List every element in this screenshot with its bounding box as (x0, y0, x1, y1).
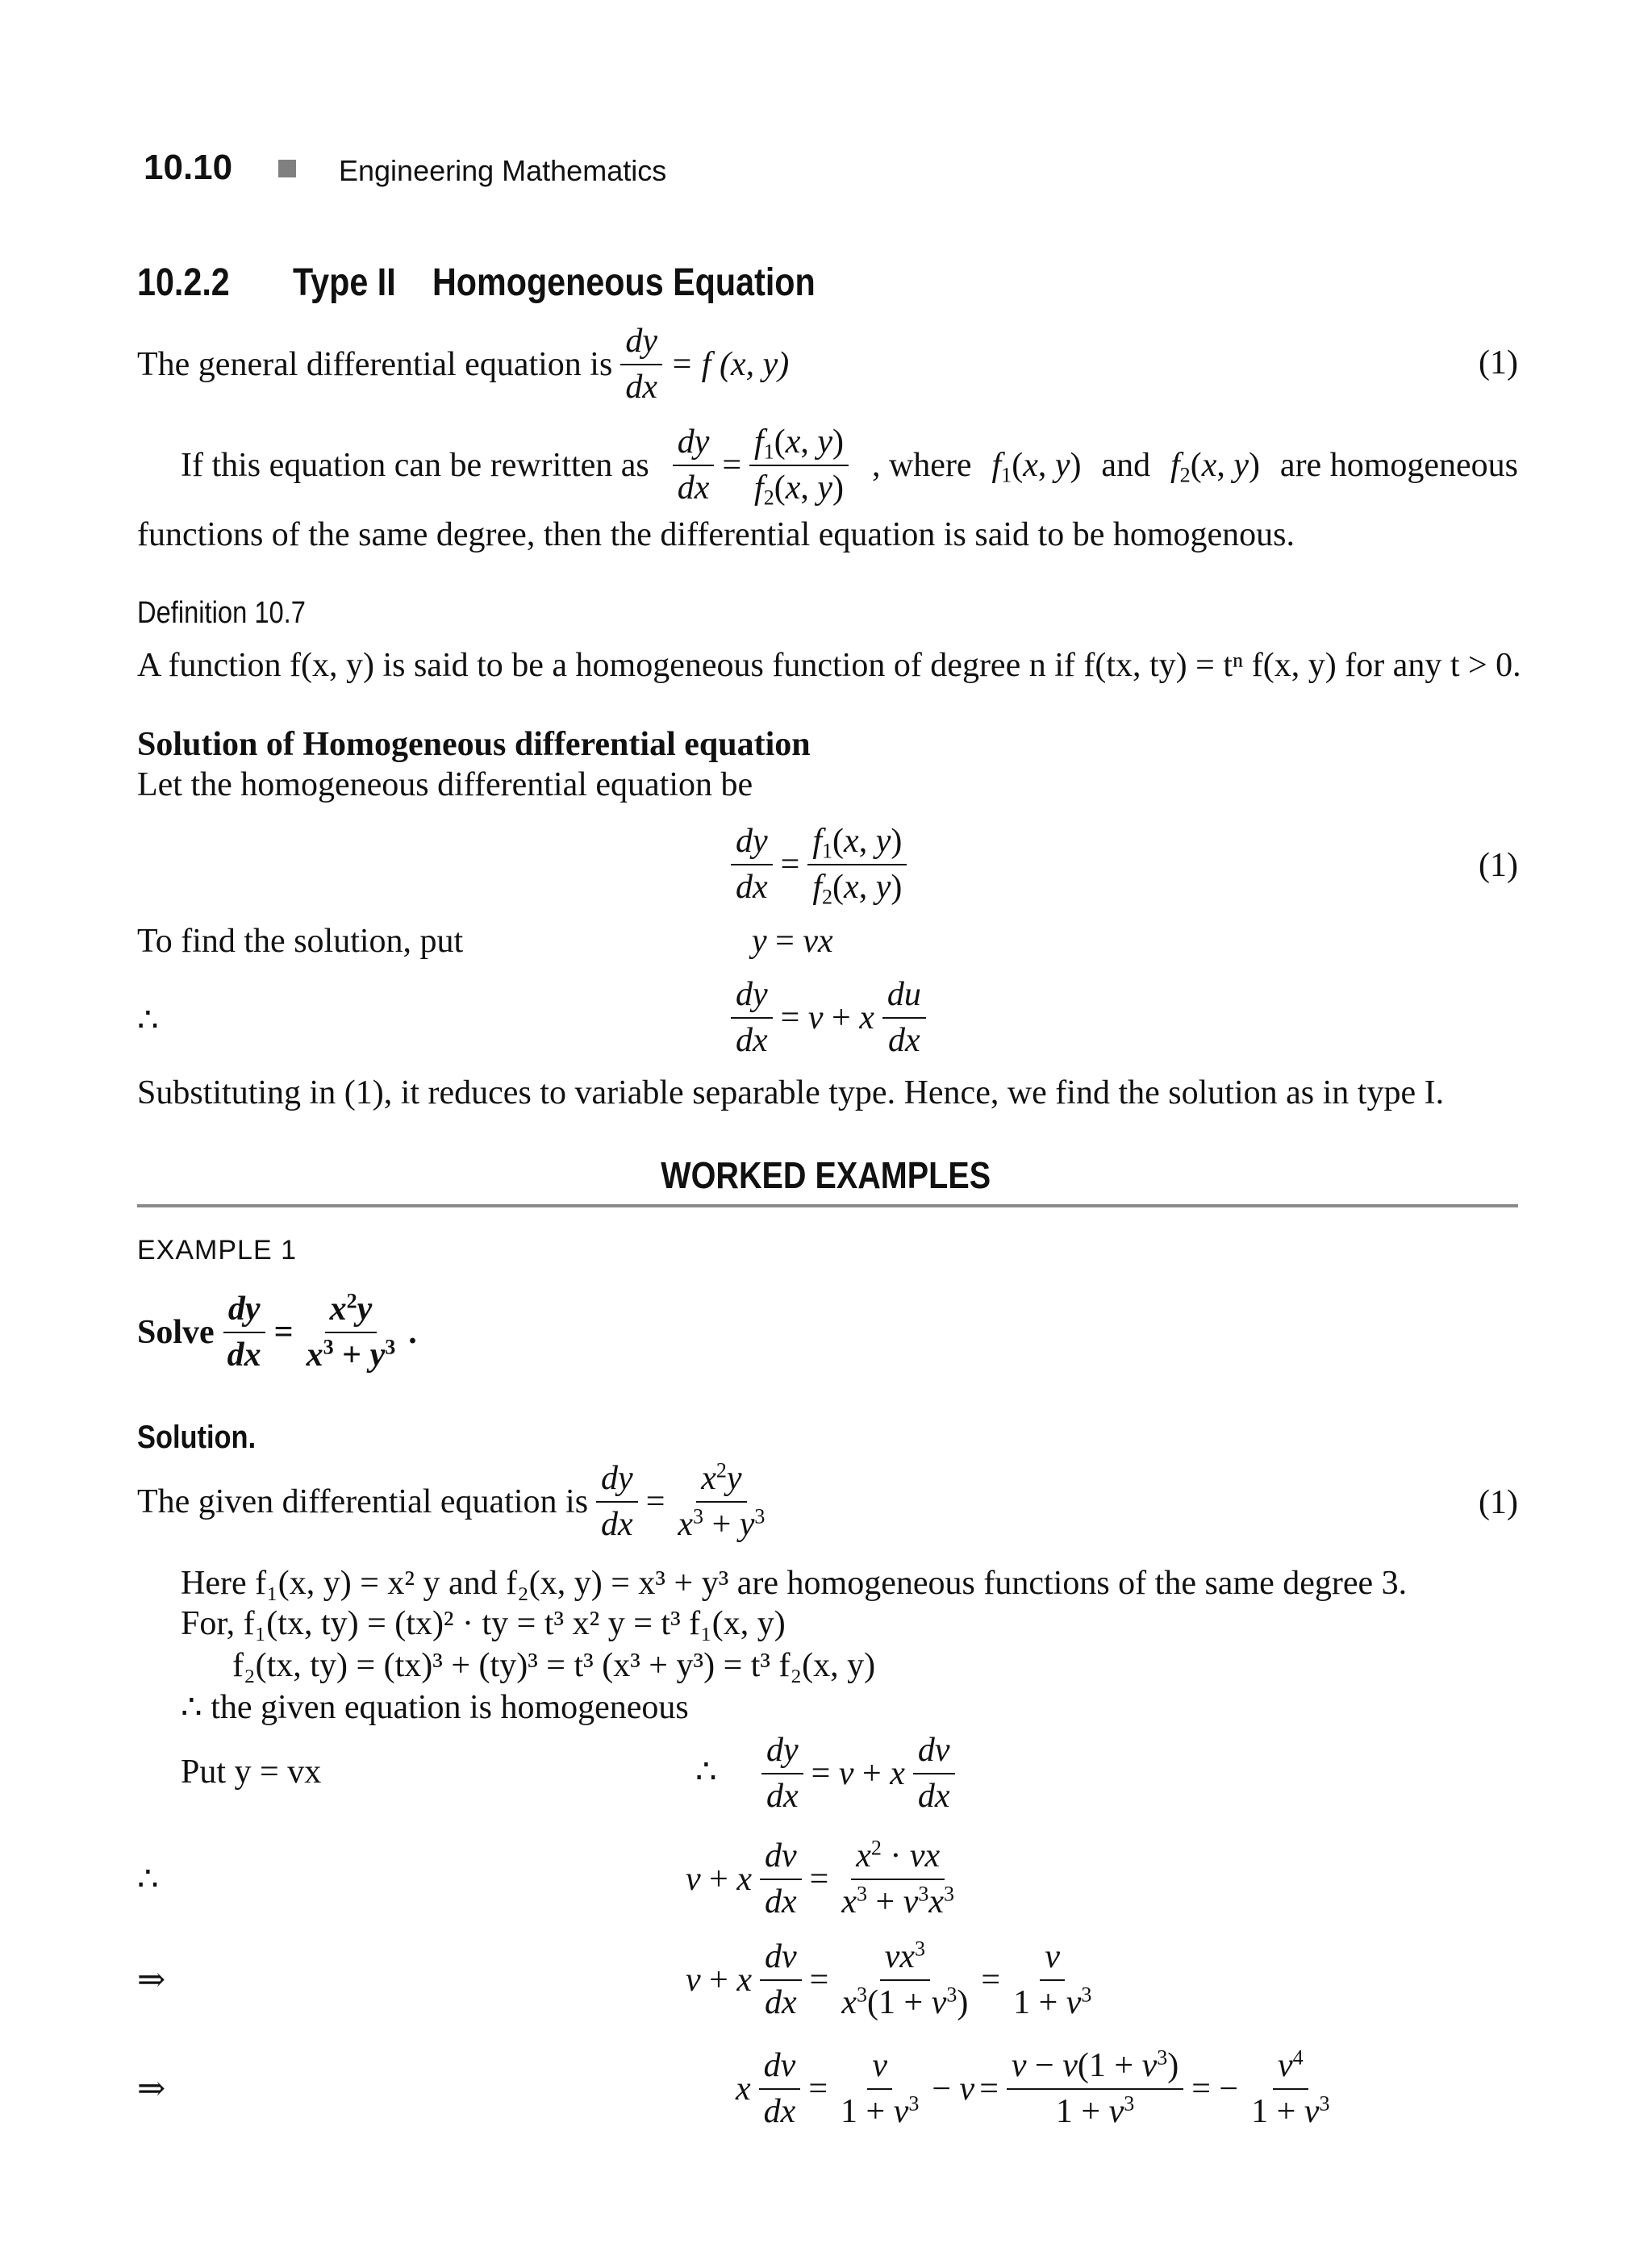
f2-expression: $f_2(x$, y) (1170, 446, 1260, 487)
equation-number: (1) (1479, 1484, 1518, 1521)
put-substitution: Put y = vx (181, 1754, 322, 1791)
implies-symbol: ⇒ (137, 2070, 166, 2108)
homogeneous-equation: $\frac{dy}{dx}$ = $\frac{f_1(x, y)}{f_2(x, y)}$ (728, 821, 910, 907)
solution-method-heading: Solution of Homogeneous differential equation (137, 726, 811, 763)
intro-text: The general differential equation is (137, 345, 613, 383)
given-text: The given differential equation is (137, 1482, 589, 1520)
put-equation: y = vx (752, 923, 833, 960)
substitution-derivative: $\frac{dy}{dx}$ = v + x $\frac{dv}{dx}$ (758, 1730, 958, 1816)
implies-symbol: ⇒ (137, 1962, 166, 1999)
step-equation-1: v + x $\frac{dv}{dx}$ = $\frac{x^2 \cdot vx}{x^3 + v^3x^3}$ (686, 1836, 955, 1921)
rewritten-text-b: , where (871, 446, 972, 484)
worked-examples-title: WORKED EXAMPLES (661, 1154, 991, 1196)
definition-label: Definition 10.7 (137, 596, 306, 630)
section-type: Type II (293, 261, 397, 304)
for-line: For, f₁(tx, ty) = (tx)² · ty = t³ x² y = t³ f₁(x, y) (181, 1605, 786, 1642)
here-line: Here f₁(x, y) = x² y and f₂(x, y) = x³ + y³ are homogeneous functions of the same degree 3. (181, 1565, 1408, 1602)
section-heading (137, 260, 878, 306)
f1-expression: $f_1(x$, y) (991, 446, 1082, 487)
example-label: EXAMPLE 1 (137, 1235, 297, 1266)
section-title: Homogeneous Equation (432, 261, 816, 304)
general-equation (137, 323, 789, 407)
book-title: Engineering Mathematics (339, 154, 667, 187)
rewritten-line (181, 423, 1518, 510)
rewritten-text-d: are homogeneous (1279, 446, 1518, 484)
step-equation-3: x $\frac{dv}{dx}$ = $\frac{v}{1 + v^3}$ − v = $\frac{v - v(1 + v^3)}{1 + v^3}$ = − $\frac{v^4}{1 + v^3}$ (736, 2045, 1330, 2131)
given-equation: The given differential equation is $\frac{dy}{dx}$ = $\frac{x^2y}{x^3 + y^3}$ (137, 1458, 766, 1544)
solution-label: Solution. (137, 1420, 257, 1455)
f2-line: f₂(tx, ty) = (tx)³ + (ty)³ = t³ (x³ + y³) = t³ f₂(x, y) (232, 1647, 876, 1684)
rewritten-text-c: and (1101, 446, 1151, 484)
solve-word: Solve (137, 1313, 215, 1351)
rewritten-text-a: If this equation can be rewritten as (181, 446, 649, 484)
rewritten-line-2: functions of the same degree, then the differential equation is said to be homogenous. (137, 516, 1295, 553)
page-number: 10.10 (144, 148, 233, 187)
rewritten-equation: $\frac{dy}{dx}$ = $\frac{f_1(x, y)}{f_2(x, y)}$ (670, 423, 852, 507)
step-equation-2: v + x $\frac{dv}{dx}$ = $\frac{vx^3}{x^3(1 + v^3)}$ = $\frac{v}{1 + v^3}$ (686, 1937, 1092, 2022)
section-number: 10.2.2 (137, 261, 230, 304)
equation-number: (1) (1479, 344, 1518, 382)
intro-rhs: = f (x, y) (670, 345, 790, 383)
substitute-text: Substituting in (1), it reduces to variable separable type. Hence, we find the solution as in type I. (137, 1074, 1445, 1111)
equation-number: (1) (1479, 847, 1518, 884)
example-problem: Solve $\frac{dy}{dx}$ = $\frac{x^2y}{x^3 + y^3}$ . (137, 1289, 417, 1374)
definition-text: A function f(x, y) is said to be a homogeneous function of degree n if f(tx, ty) = tⁿ f(x, y) for any t > 0. (137, 647, 1521, 684)
therefore-symbol: ∴ (695, 1754, 717, 1791)
let-text: Let the homogeneous differential equation be (137, 766, 753, 803)
dy-dx-fraction: $\frac{dy}{dx}$ (620, 323, 662, 407)
homogeneous-conclusion: ∴ the given equation is homogeneous (181, 1689, 689, 1726)
section-divider (137, 1204, 1518, 1207)
therefore-symbol: ∴ (137, 1002, 159, 1039)
derivative-equation: $\frac{dy}{dx}$ = v + x $\frac{du}{dx}$ (728, 974, 929, 1060)
header-square-icon (278, 160, 296, 177)
therefore-symbol: ∴ (137, 1861, 159, 1898)
put-text: To find the solution, put (137, 923, 464, 960)
